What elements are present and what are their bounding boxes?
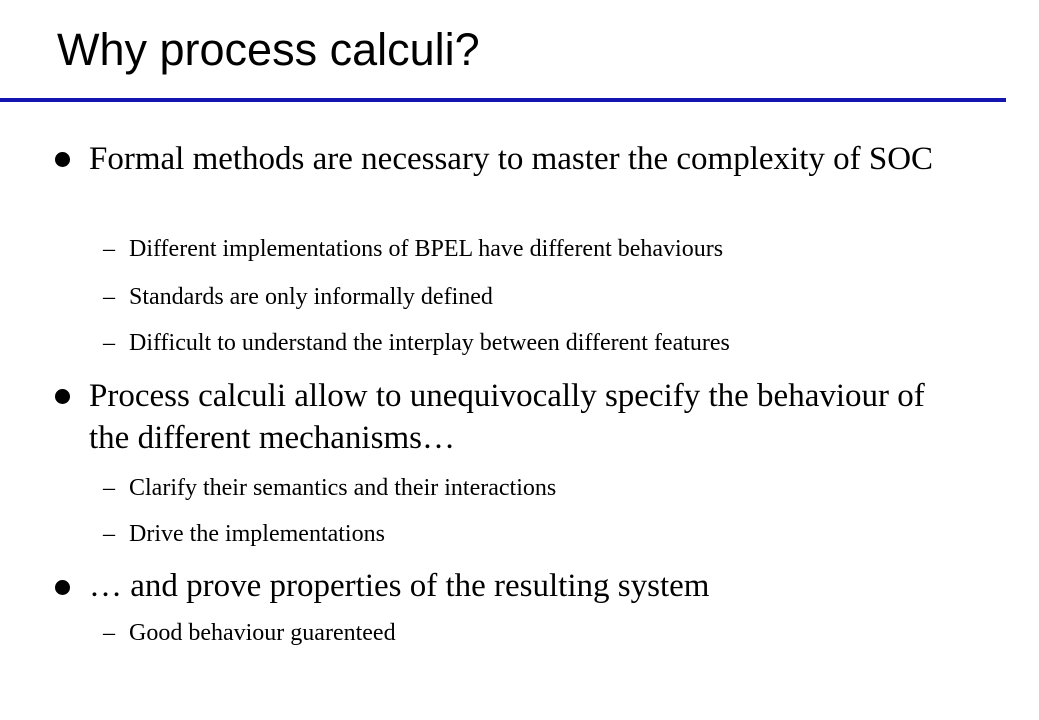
- bullet-icon: [55, 389, 70, 404]
- dash-marker: –: [103, 475, 115, 501]
- dash-marker: –: [103, 521, 115, 547]
- sub-point-3-1: [103, 618, 396, 648]
- bullet-point-3: … and prove properties of the resulting system: [89, 568, 710, 604]
- dash-marker: –: [103, 236, 115, 262]
- sub-point-2-1: [103, 473, 556, 503]
- title-underline: [0, 98, 1006, 102]
- sub-point-1-3: [103, 328, 730, 358]
- bullet-icon: [55, 580, 70, 595]
- bullet-icon: [55, 152, 70, 167]
- sub-point-text: Different implementations of BPEL have different behaviours: [129, 236, 724, 262]
- sub-point-2-2: [103, 519, 385, 549]
- sub-point-text: Standards are only informally defined: [129, 284, 493, 310]
- sub-point-text: Difficult to understand the interplay between different features: [129, 330, 730, 356]
- dash-marker: –: [103, 284, 115, 310]
- dash-marker: –: [103, 330, 115, 356]
- slide-title: Why process calculi?: [57, 24, 480, 75]
- dash-marker: –: [103, 620, 115, 646]
- sub-point-1-1: [103, 234, 723, 264]
- bullet-point-1: Formal methods are necessary to master the complexity of SOC: [89, 141, 934, 177]
- sub-point-text: Good behaviour guarenteed: [129, 620, 396, 646]
- bullet-point-2: Process calculi allow to unequivocally specify the behaviour of the different mechanisms…: [89, 378, 925, 456]
- sub-point-1-2: [103, 282, 493, 312]
- sub-point-text: Clarify their semantics and their interactions: [129, 475, 557, 501]
- sub-point-text: Drive the implementations: [129, 521, 385, 547]
